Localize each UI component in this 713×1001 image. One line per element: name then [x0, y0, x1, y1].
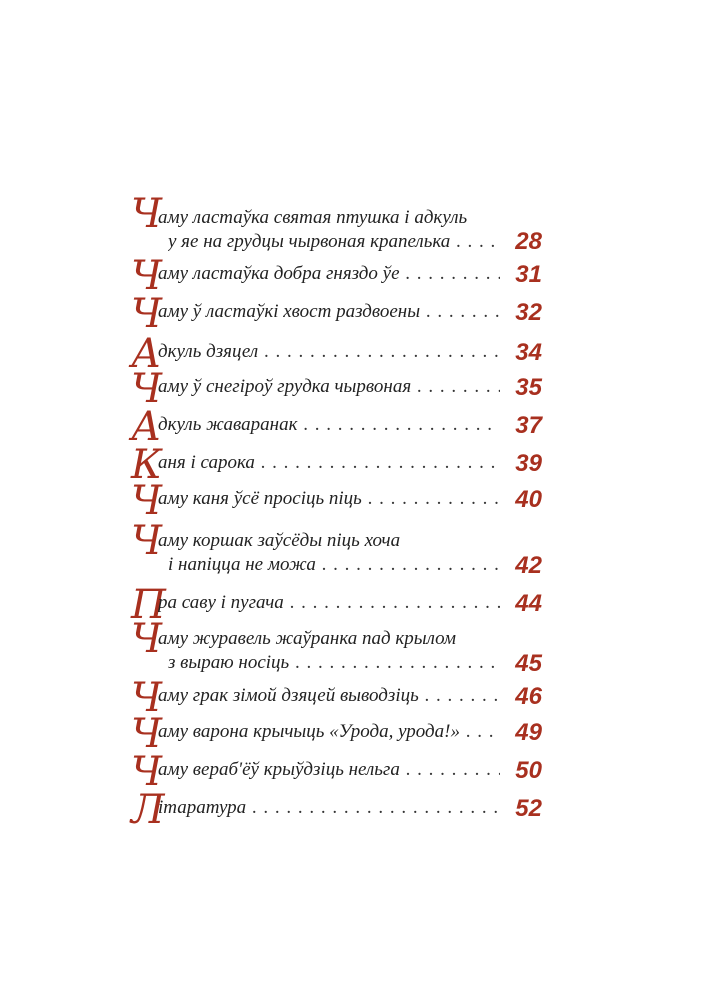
entry-initial: Ч — [131, 749, 162, 795]
entry-title-line: аму ў ластаўкі хвост раздвоены . . . — [158, 300, 500, 324]
page-number: 32 — [515, 299, 542, 326]
entry-initial: Ч — [131, 711, 162, 757]
entry-initial: Ч — [131, 191, 162, 237]
entry-title-line: аму каня ўсё просіць піць . . . — [158, 487, 500, 511]
entry-title-line: аня і сарока . . . — [158, 451, 500, 475]
entry-title-line: аму варона крычыць «Урода, урода!» . . . — [158, 720, 500, 744]
entry-initial: П — [131, 582, 166, 628]
entry-title-line: ра саву і пугача . . . — [158, 591, 500, 615]
page-number: 39 — [515, 450, 542, 477]
entry-initial: Ч — [131, 366, 162, 412]
page-number: 46 — [515, 683, 542, 710]
entry-initial: Ч — [131, 616, 162, 662]
entry-title-line: з выраю носіць . . . — [168, 651, 500, 675]
page-number: 35 — [515, 374, 542, 401]
page-number: 28 — [515, 228, 542, 255]
page-number: 49 — [515, 719, 542, 746]
page-number: 40 — [515, 486, 542, 513]
page-number: 31 — [515, 261, 542, 288]
page-number: 37 — [515, 412, 542, 439]
page-number: 34 — [515, 339, 542, 366]
page-number: 50 — [515, 757, 542, 784]
entry-initial: Л — [131, 787, 165, 833]
entry-initial: Ч — [131, 518, 162, 564]
entry-title-line: у яе на грудцы чырвоная крапелька . . . — [168, 230, 500, 254]
entry-initial: Ч — [131, 291, 162, 337]
entry-title-line: дкуль дзяцел . . . — [158, 340, 500, 364]
entry-initial: А — [131, 331, 162, 377]
page-number: 45 — [515, 650, 542, 677]
entry-title-line: аму ластаўка добра гняздо ўе . . . — [158, 262, 500, 286]
entry-title-line: аму ластаўка святая птушка і адкуль — [158, 207, 468, 228]
entry-initial: К — [131, 442, 162, 488]
entry-initial: Ч — [131, 675, 162, 721]
entry-title-line: дкуль жаваранак . . . — [158, 413, 500, 437]
entry-title-line: і напіцца не можа . . . — [168, 553, 500, 577]
entry-title-line: аму коршак заўсёды піць хоча — [158, 530, 401, 551]
entry-title-line: аму журавель жаўранка пад крылом — [158, 628, 457, 649]
entry-title-line: аму грак зімой дзяцей выводзіць . . . — [158, 684, 500, 708]
entry-title-line: аму ў снегіроў грудка чырвоная . . . — [158, 375, 500, 399]
entry-initial: Ч — [131, 478, 162, 524]
entry-initial: А — [131, 404, 162, 450]
page-number: 52 — [515, 795, 542, 822]
page-number: 42 — [515, 552, 542, 579]
entry-title-line: аму вераб'ёў крыўдзіць нельга . . . — [158, 758, 500, 782]
entry-initial: Ч — [131, 253, 162, 299]
entry-title-line: ітаратура . . . — [158, 796, 500, 820]
page-number: 44 — [515, 590, 542, 617]
